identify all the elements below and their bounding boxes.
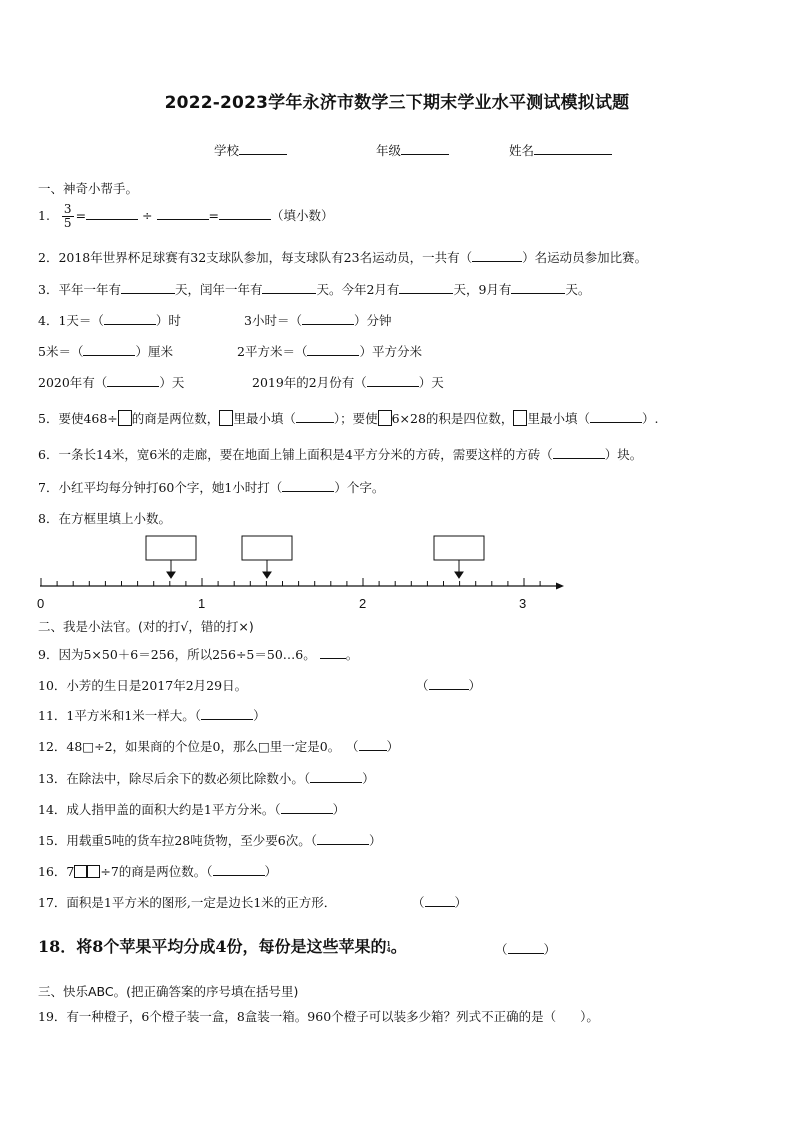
q15-blank[interactable] <box>317 832 369 845</box>
section-3-heading: 三、快乐ABC。(把正确答案的序号填在括号里) <box>38 984 299 999</box>
q4-c-unit: ）厘米 <box>135 344 173 359</box>
question-17 <box>38 894 336 912</box>
q12-blank[interactable] <box>359 738 387 751</box>
q15-end: ） <box>368 833 382 848</box>
q9-end: 。 <box>345 647 359 662</box>
question-4-row-1b <box>244 312 391 330</box>
q3-blank-4[interactable] <box>511 281 565 294</box>
school-label: 学校 <box>214 143 240 158</box>
q3-text-b: 天，闰年一年有 <box>174 282 263 297</box>
q2-text-a: 2．2018年世界杯足球赛有32支球队参加，每支球队有23名运动员，一共有（ <box>38 250 473 265</box>
q17-paren-close: ） <box>454 895 468 910</box>
question-12 <box>38 738 399 756</box>
q3-blank-2[interactable] <box>262 281 316 294</box>
arrow-down-icon <box>167 560 175 578</box>
q16-end: ） <box>264 864 278 879</box>
question-5 <box>38 410 658 428</box>
tick-label-3: 3 <box>519 596 527 611</box>
question-9 <box>38 646 358 664</box>
q5-box-1[interactable] <box>118 410 132 426</box>
q1-fraction-denominator: 5 <box>63 216 72 230</box>
q4-c-text: 5米＝（ <box>38 344 84 359</box>
q12-paren-close: ） <box>386 739 400 754</box>
q5-text-e: 6×28的积是四位数， <box>391 411 514 426</box>
q4-a-unit: ）时 <box>155 313 181 328</box>
q3-text-e: 天。 <box>565 282 591 297</box>
q5-box-3[interactable] <box>378 410 392 426</box>
q5-blank-1[interactable] <box>296 410 334 423</box>
question-7 <box>38 479 384 497</box>
q4-e-text: 2020年有（ <box>38 375 108 390</box>
q4-d-unit: ）平方分米 <box>359 344 422 359</box>
question-18 <box>38 938 407 956</box>
q1-fraction-numerator: 3 <box>63 202 72 216</box>
q6-text-a: 6．一条长14米，宽6米的走廊，要在地面上铺上面积是4平方分米的方砖，需要这样的方砖（ <box>38 447 553 462</box>
tick-labels <box>37 596 526 611</box>
number-line <box>30 532 570 614</box>
answer-box-2[interactable] <box>242 536 292 560</box>
q4-d-text: 2平方米＝（ <box>237 344 308 359</box>
school-blank[interactable] <box>239 141 287 155</box>
q18-fraction-numerator: 1 <box>386 940 391 948</box>
q5-text-f: 里最小填（ <box>527 411 590 426</box>
q14-blank[interactable] <box>281 801 333 814</box>
question-14 <box>38 801 345 819</box>
q7-text-b: ）个字。 <box>334 480 385 495</box>
q6-text-b: ）块。 <box>604 447 643 462</box>
q4-e-unit: ）天 <box>159 375 185 390</box>
q7-text-a: 7．小红平均每分钟打60个字，她1小时打（ <box>38 480 283 495</box>
q5-text-g: ）. <box>641 411 659 426</box>
q10-paren-close: ） <box>468 678 482 693</box>
q19-text: 19．有一种橙子，6个橙子装一盒，8盒装一箱。960个橙子可以装多少箱？列式不正确的是（ <box>38 1009 557 1024</box>
question-13 <box>38 770 375 788</box>
q3-blank-1[interactable] <box>121 281 175 294</box>
name-blank[interactable] <box>534 141 612 155</box>
q1-blank-2[interactable] <box>157 207 209 220</box>
q1-fraction <box>62 203 74 230</box>
q17-blank[interactable] <box>425 894 455 907</box>
tick-label-0: 0 <box>37 596 45 611</box>
page-title: 2022-2023学年永济市数学三下期末学业水平测试模拟试题 <box>164 93 630 113</box>
q18-answer <box>495 941 556 959</box>
q13-text: 13．在除法中，除尽后余下的数必须比除数小。（ <box>38 771 311 786</box>
q5-text-b: 的商是两位数， <box>131 411 220 426</box>
q18-paren-close: ） <box>543 942 557 957</box>
q4-f-text: 2019年的2月份有（ <box>252 375 367 390</box>
q16-box-1[interactable] <box>74 865 87 878</box>
q4-blank-e[interactable] <box>107 374 159 387</box>
q2-text-b: ）名运动员参加比赛。 <box>522 250 648 265</box>
question-15 <box>38 832 381 850</box>
arrow-down-icon <box>263 560 271 578</box>
q4-blank-a[interactable] <box>104 312 156 325</box>
q5-box-2 <box>219 410 233 426</box>
q16-text-b: ÷7的商是两位数。（ <box>100 864 213 879</box>
q7-blank[interactable] <box>282 479 334 492</box>
q1-hint: （填小数） <box>271 208 334 223</box>
q14-text: 14．成人指甲盖的面积大约是1平方分米。（ <box>38 802 281 817</box>
q17-answer <box>412 894 467 912</box>
q5-text-a: 5．要使468÷ <box>38 411 118 426</box>
q16-text-a: 16．7 <box>38 864 75 879</box>
q18-end: 。 <box>390 937 407 956</box>
q14-end: ） <box>332 802 346 817</box>
tick-label-1: 1 <box>198 596 206 611</box>
q4-blank-b[interactable] <box>302 312 354 325</box>
q4-blank-f[interactable] <box>367 374 419 387</box>
q11-end: ） <box>253 708 266 723</box>
school-field <box>214 141 287 159</box>
q1-blank-3[interactable] <box>219 207 271 220</box>
q4-f-unit: ）天 <box>418 375 444 390</box>
q17-text: 17．面积是1平方米的图形,一定是边长1米的正方形． <box>38 895 337 910</box>
q9-text: 9．因为5×50＋6＝256，所以256÷5＝50…6。 <box>38 647 316 662</box>
question-11 <box>38 707 266 725</box>
q11-text: 11．1平方米和1米一样大。（ <box>38 708 202 723</box>
q4-blank-d[interactable] <box>307 343 359 356</box>
q9-blank[interactable] <box>320 646 346 659</box>
q3-text-c: 天。今年2月有 <box>316 282 400 297</box>
q18-fraction-denominator: 4 <box>386 946 391 954</box>
q5-blank-2[interactable] <box>590 410 642 423</box>
question-4-row-3a <box>38 374 184 392</box>
section-2-heading: 二、我是小法官。(对的打√，错的打×) <box>38 619 254 634</box>
question-4-row-3b <box>252 374 444 392</box>
q11-blank[interactable] <box>201 707 253 720</box>
question-8: 8．在方框里填上小数。 <box>38 511 171 526</box>
q18-text: 18．将8个苹果平均分成4份，每份是这些苹果的 <box>38 937 387 956</box>
q3-text-d: 天，9月有 <box>453 282 512 297</box>
q12-text: 12．48□÷2，如果商的个位是0，那么□里一定是0。 <box>38 739 341 754</box>
q10-text: 10．小芳的生日是2017年2月29日。 <box>38 678 248 693</box>
axis-arrow-icon <box>556 583 564 590</box>
tick-label-2: 2 <box>359 596 367 611</box>
q1-equals-1: = <box>75 208 87 223</box>
question-2 <box>38 249 647 267</box>
answer-box-1[interactable] <box>146 536 196 560</box>
q15-text: 15．用载重5吨的货车拉28吨货物，至少要6次。（ <box>38 833 317 848</box>
question-16 <box>38 863 277 881</box>
grade-blank[interactable] <box>401 141 449 155</box>
grade-field <box>376 141 449 159</box>
q10-blank[interactable] <box>429 677 469 690</box>
q3-blank-3[interactable] <box>399 281 453 294</box>
q1-equals-2: = <box>208 208 220 223</box>
q12-paren-open: （ <box>352 739 359 754</box>
q5-box-4 <box>513 410 527 426</box>
q17-paren-open: （ <box>412 895 425 910</box>
axis-ticks <box>41 578 540 586</box>
q10-paren-open: （ <box>416 678 429 693</box>
q1-divide: ÷ <box>142 208 153 223</box>
question-4-row-1a <box>38 312 181 330</box>
q13-blank[interactable] <box>310 770 362 783</box>
q18-blank[interactable] <box>508 941 544 954</box>
q5-text-c: 里最小填（ <box>233 411 296 426</box>
q18-paren-open: （ <box>495 942 508 957</box>
question-4-row-2a <box>38 343 173 361</box>
q4-b-text: 3小时＝（ <box>244 313 302 328</box>
q16-box-2[interactable] <box>87 865 100 878</box>
q1-blank-1[interactable] <box>86 207 138 220</box>
q5-text-d: ）；要使 <box>333 411 378 426</box>
q4-a-text: 4．1天＝（ <box>38 313 104 328</box>
question-3 <box>38 281 590 299</box>
q4-b-unit: ）分钟 <box>353 313 392 328</box>
grade-label: 年级 <box>376 143 402 158</box>
q1-number: 1. <box>38 208 50 223</box>
question-10 <box>38 677 247 695</box>
name-field <box>509 141 612 159</box>
q19-end: ）。 <box>580 1009 599 1024</box>
q2-blank[interactable] <box>472 249 522 262</box>
section-1-heading: 一、神奇小帮手。 <box>38 181 139 196</box>
q16-blank[interactable] <box>213 863 265 876</box>
name-label: 姓名 <box>509 143 535 158</box>
q3-text-a: 3．平年一年有 <box>38 282 121 297</box>
question-1 <box>38 203 334 230</box>
q6-blank[interactable] <box>553 446 605 459</box>
question-6 <box>38 446 642 464</box>
q10-answer <box>416 677 481 695</box>
question-19 <box>38 1008 599 1026</box>
q13-end: ） <box>362 771 375 786</box>
question-4-row-2b <box>237 343 422 361</box>
q4-blank-c[interactable] <box>83 343 135 356</box>
arrow-down-icon <box>455 560 463 578</box>
answer-box-3[interactable] <box>434 536 484 560</box>
